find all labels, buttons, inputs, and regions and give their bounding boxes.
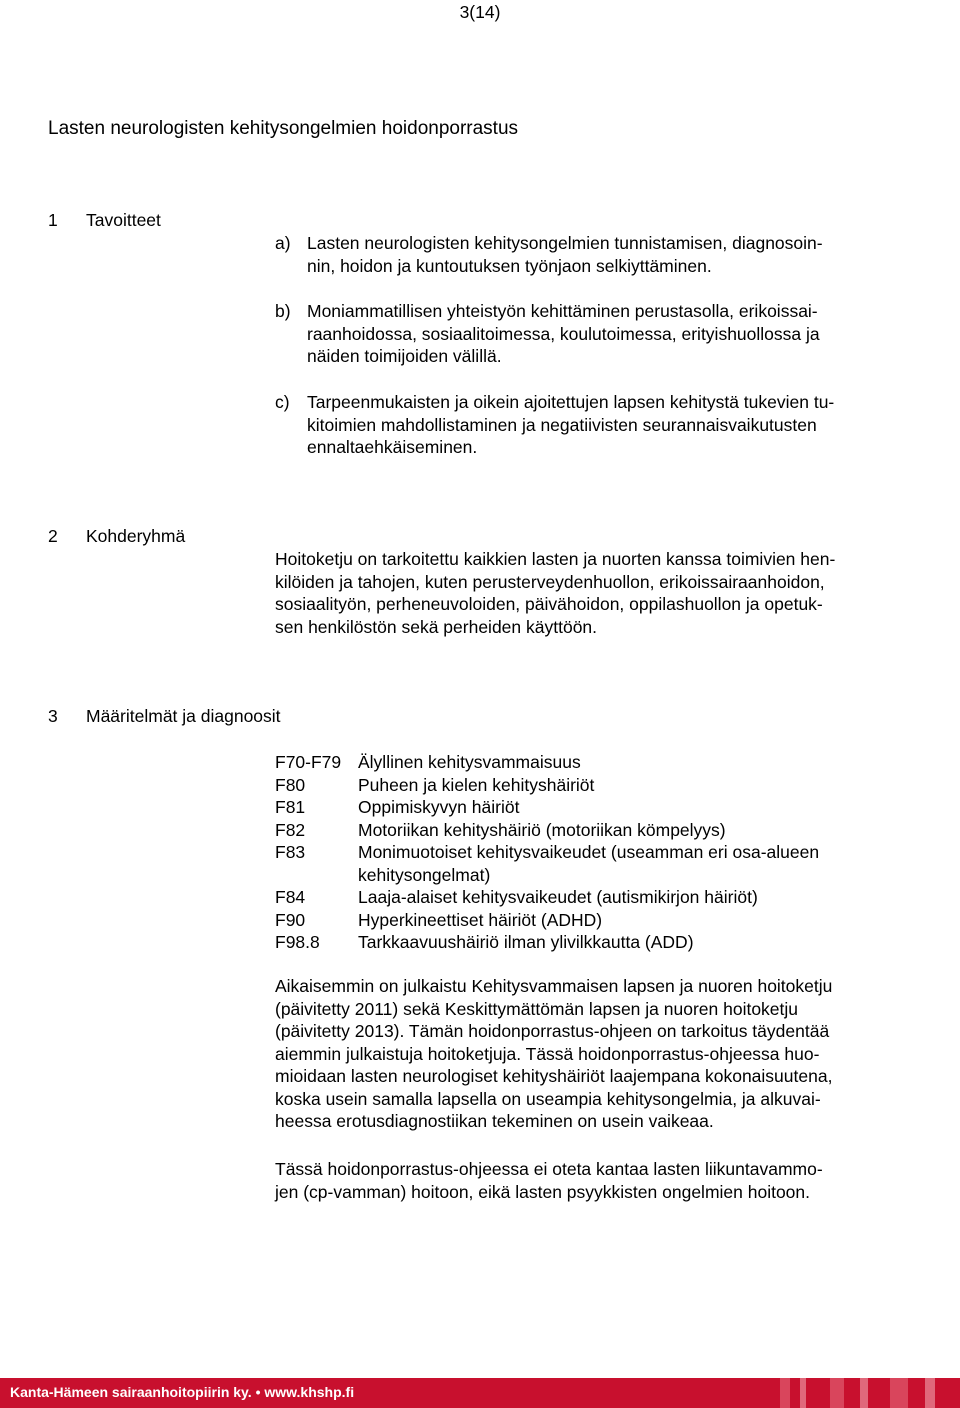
list-marker: c): [275, 392, 290, 412]
diagnosis-description: Motoriikan kehityshäiriö (motoriikan kömpelyys): [358, 819, 726, 840]
footer-decoration-icon: [760, 1378, 960, 1408]
footer-bar: [0, 1378, 960, 1408]
section-title: Määritelmät ja diagnoosit: [86, 706, 281, 726]
section-title: Kohderyhmä: [86, 526, 186, 546]
diagnosis-description: kehitysongelmat): [358, 864, 491, 885]
diagnosis-description: Monimuotoiset kehitysvaikeudet (useamman eri osa-alueen: [358, 842, 820, 862]
section-heading-kohderyhma: [48, 526, 185, 547]
section-heading-maaritelmat: [48, 706, 281, 727]
scope-paragraph: Tässä hoidonporrastus-ohjeessa ei oteta kantaa lasten liikuntavammo- jen (cp-vamman) hoitoon, eikä lasten psyykkisten ongelmien hoitoon.: [275, 1159, 823, 1202]
diagnosis-description: Puheen ja kielen kehityshäiriöt: [358, 774, 595, 795]
diagnosis-description: Hyperkineettiset häiriöt (ADHD): [358, 909, 603, 930]
section-title: Tavoitteet: [86, 210, 161, 230]
section-number: 3: [48, 706, 58, 726]
goal-text: Moniammatillisen yhteistyön kehittäminen perustasolla, erikoissai- raanhoidossa, sosiaalitoimessa, koulutoimessa, erityishuollossa ja näiden toimijoiden välillä.: [307, 301, 820, 366]
diagnosis-code: F83: [275, 842, 306, 862]
diagnosis-code: F84: [275, 887, 306, 907]
background-paragraph: Aikaisemmin on julkaistu Kehitysvammaisen lapsen ja nuoren hoitoketju (päivitetty 2011) sekä Keskittymättömän lapsen ja nuoren hoitoketju (päivitetty 2013). Tämän hoidonporrastus-ohjeen on tarkoitus täydentää aiemmin julkaistuja hoitoketjuja. Tässä hoidonporrastus-ohjeessa huo- mioidaan lasten neurologiset kehityshäiriöt laajempana kokonaisuutena, koska usein samalla lapsella on useampia kehitysongelmia, ja alkuvai- heessa erotusdiagnostiikan tekeminen on usein vaikeaa.: [275, 976, 833, 1131]
page-number: 3(14): [459, 2, 501, 22]
footer-organization-text: Kanta-Hämeen sairaanhoitopiirin ky. • www.khshp.fi: [10, 1384, 355, 1400]
diagnosis-code: F81: [275, 797, 306, 817]
diagnosis-description: Laaja-alaiset kehitysvaikeudet (autismikirjon häiriöt): [358, 887, 758, 907]
diagnosis-description: Tarkkaavuushäiriö ilman ylivilkkautta (ADD): [358, 932, 694, 952]
section-heading-tavoitteet: [48, 210, 161, 231]
diagnosis-code: F82: [275, 819, 306, 840]
goal-text: Lasten neurologisten kehitysongelmien tunnistamisen, diagnosoin- nin, hoidon ja kuntoutuksen työnjaon selkiyttäminen.: [307, 233, 823, 276]
document-title: Lasten neurologisten kehitysongelmien hoidonporrastus: [48, 118, 519, 139]
diagnosis-code: F90: [275, 909, 306, 930]
diagnosis-code: F98.8: [275, 932, 320, 952]
diagnosis-description: Älyllinen kehitysvammaisuus: [358, 752, 581, 772]
diagnosis-description: Oppimiskyvyn häiriöt: [358, 797, 520, 817]
diagnosis-code: F70-F79: [275, 752, 342, 772]
list-marker: a): [275, 233, 291, 253]
goal-text: Tarpeenmukaisten ja oikein ajoitettujen lapsen kehitystä tukevien tu- kitoimien mahdollistaminen ja negatiivisten seurannaisvaikutusten ennaltaehkäiseminen.: [307, 392, 835, 457]
list-marker: b): [275, 301, 291, 321]
section-number: 2: [48, 526, 58, 546]
section-number: 1: [48, 210, 58, 230]
diagnosis-code: F80: [275, 774, 306, 795]
target-group-paragraph: Hoitoketju on tarkoitettu kaikkien lasten ja nuorten kanssa toimivien hen- kilöiden ja tahojen, kuten perusterveydenhuollon, erikoissairaanhoidon, sosiaalityön, perheneuvoloiden, päivähoidon, oppilashuollon ja opetuk- sen henkilöstön sekä perheiden käyttöön.: [275, 549, 836, 637]
